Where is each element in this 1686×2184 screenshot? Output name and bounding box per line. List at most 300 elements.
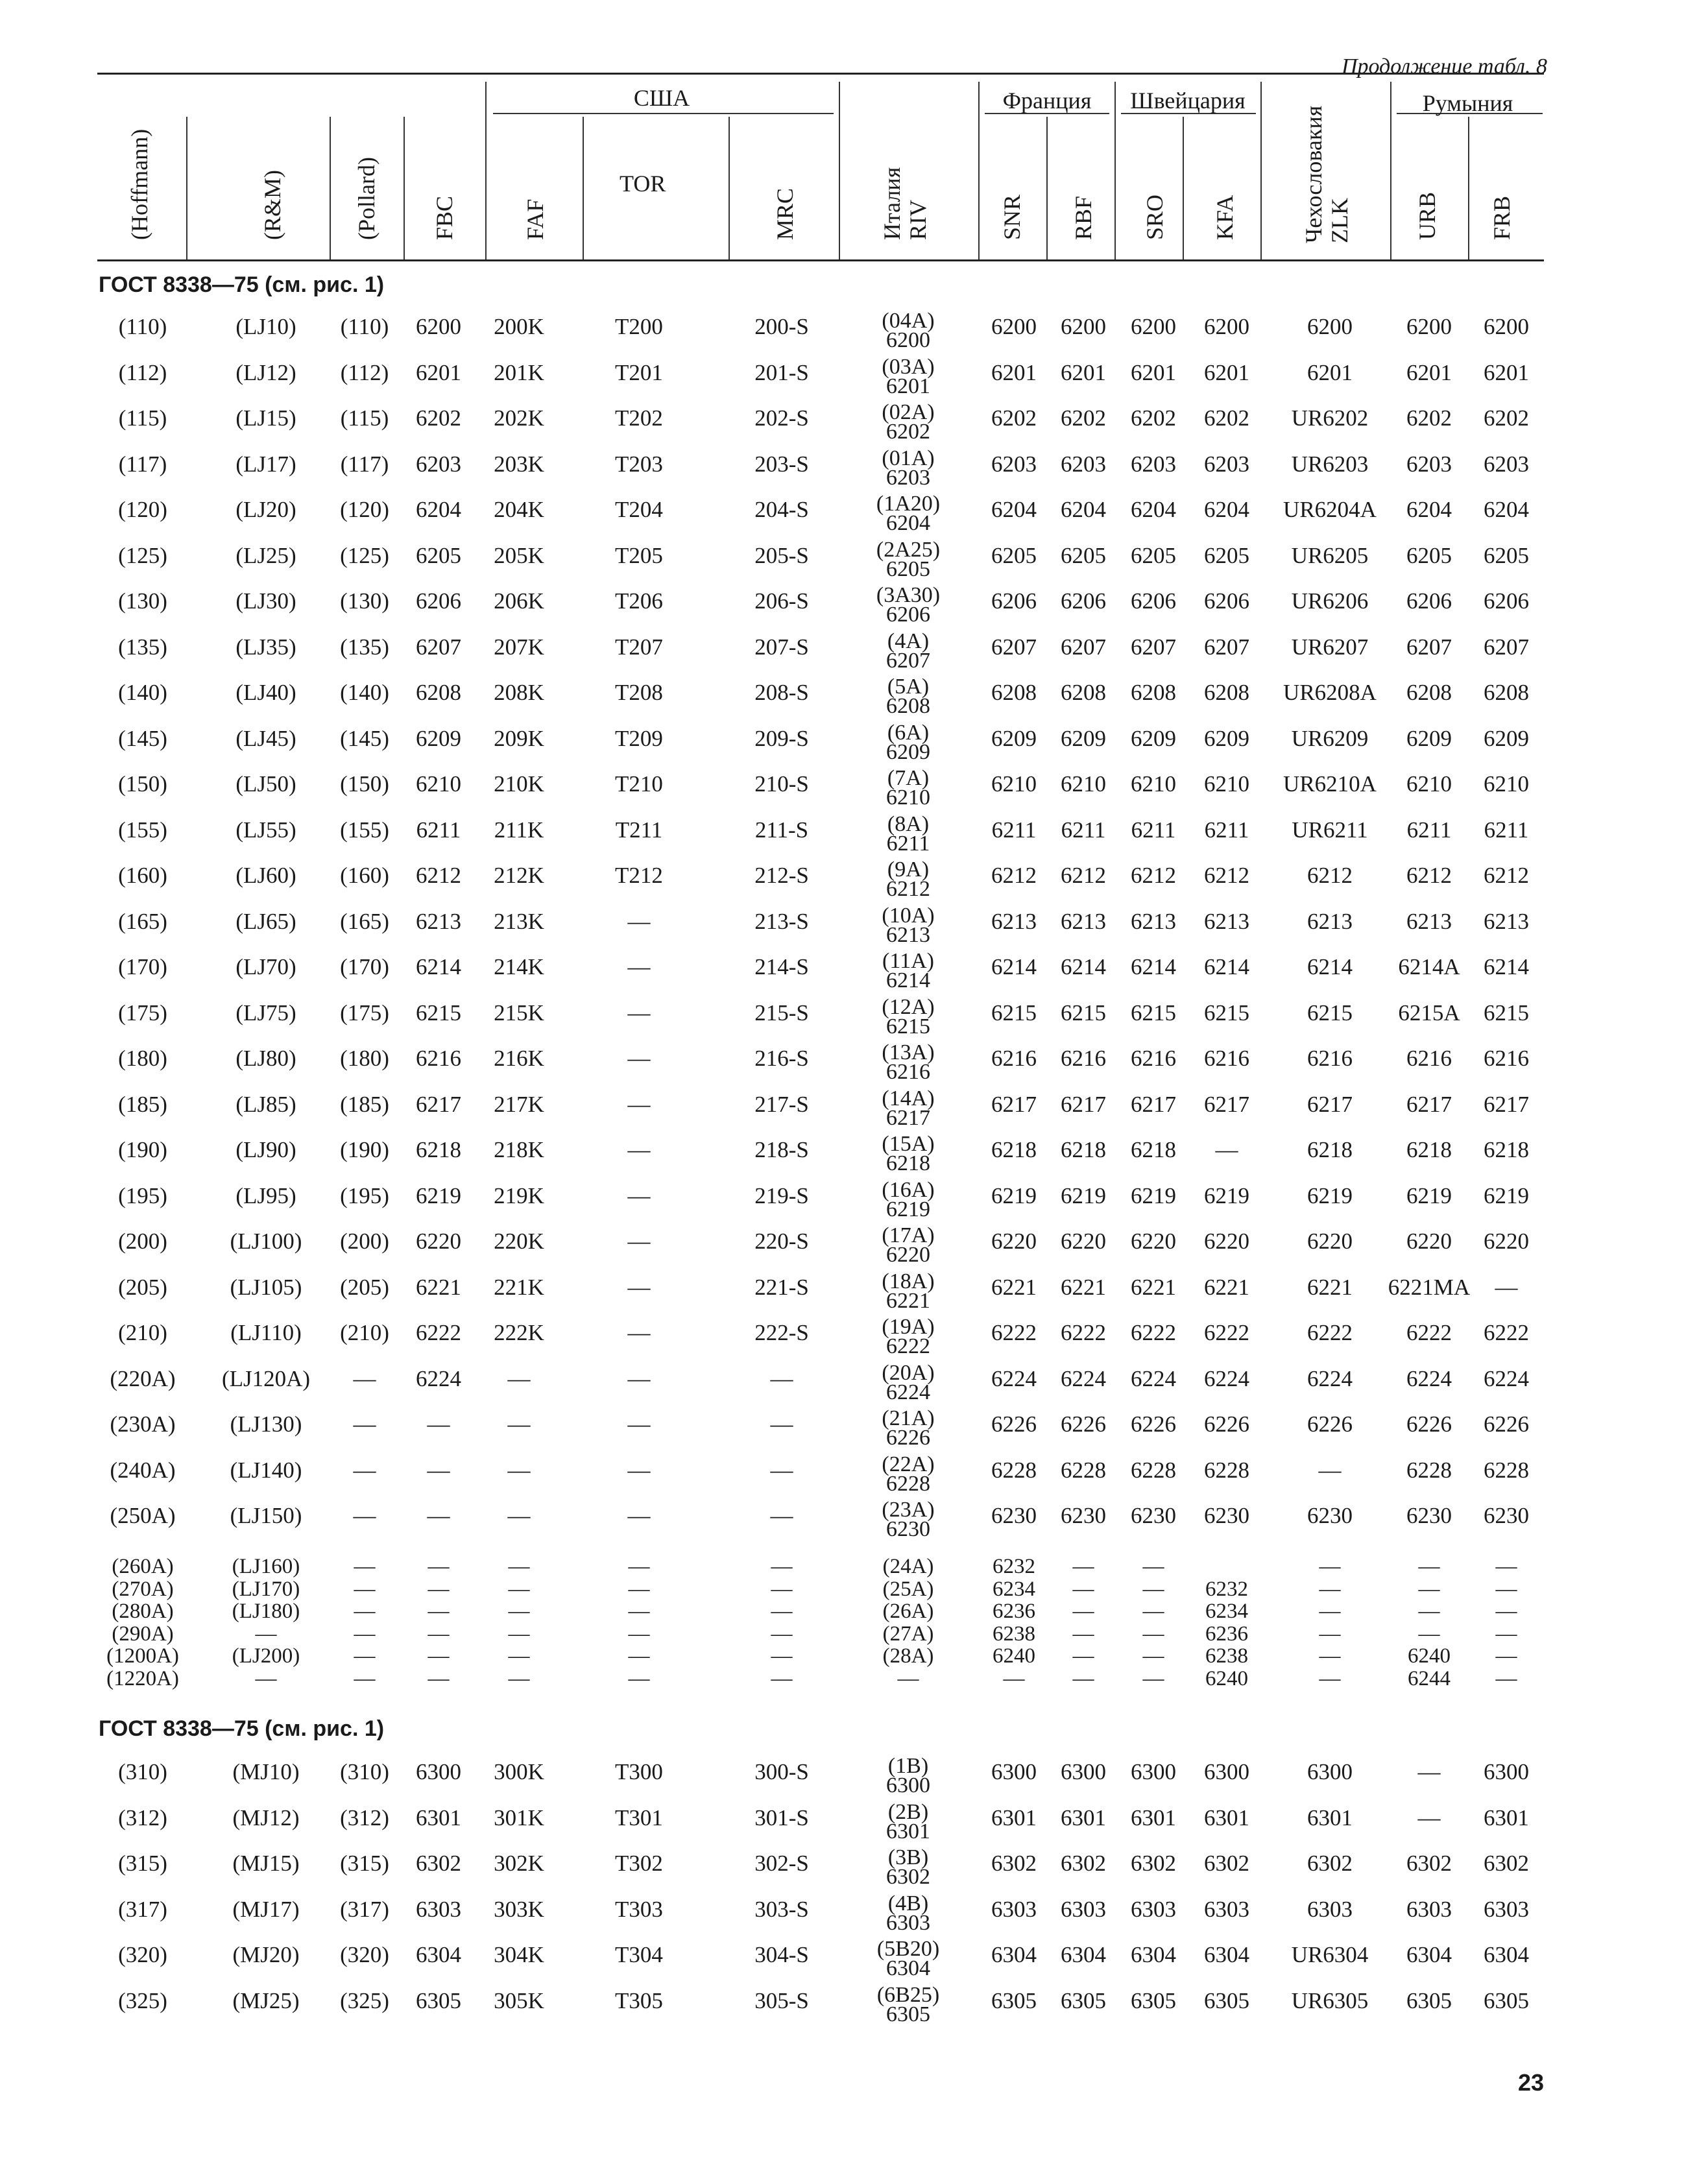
table-cell: T301 [615,1805,663,1830]
table-cell: 6224 [1307,1365,1353,1391]
table-cell: — [627,1229,651,1254]
table-cell: 6205 [1406,542,1452,568]
table-cell: T203 [615,451,663,477]
riv-number: 6211 [886,831,930,856]
table-cell: 6203 [1484,451,1529,477]
table-cell: 211K [494,817,544,843]
table-cell: — [627,1274,651,1300]
table-row [0,1578,1686,1600]
table-cell: 216-S [754,1046,809,1071]
table-cell: 6204 [1131,497,1176,522]
table-cell: (195) [340,1182,389,1208]
riv-number: 6204 [886,511,930,535]
riv-code: (14A) [882,1086,935,1110]
table-cell: T210 [615,771,663,797]
table-cell: — [427,1503,450,1528]
table-cell: (280A) [112,1600,174,1623]
table-cell: 6211 [1484,817,1529,843]
table-cell: 216K [494,1046,544,1071]
riv-code: (10A) [882,903,935,928]
table-cell: 6220 [1484,1229,1529,1254]
table-cell: — [628,1622,650,1646]
table-cell: 6211 [416,817,461,843]
riv-code: (16A) [882,1177,935,1202]
table-cell: 6204 [1061,497,1106,522]
table-cell: — [627,1457,651,1483]
riv-number: 6202 [886,420,930,444]
riv-code: (1A20) [876,492,941,516]
riv-code: (13A) [882,1040,935,1064]
table-cell: 6202 [1131,405,1176,431]
table-cell: (312) [340,1805,389,1830]
table-cell: — [255,1622,277,1646]
table-cell: 219K [494,1182,544,1208]
table-cell: (165) [118,908,167,934]
riv-number: 6304 [886,1956,930,1980]
table-cell: UR6205 [1291,542,1369,568]
table-cell: 6218 [1131,1137,1176,1162]
table-cell: 6200 [991,314,1037,339]
riv-code: (25A) [882,1577,934,1601]
table-cell: — [1072,1644,1094,1668]
table-cell: — [1072,1666,1094,1690]
table-cell: 6222 [1131,1320,1176,1345]
table-cell: — [1495,1622,1517,1646]
table-cell: 6218 [1061,1137,1106,1162]
riv-number: 6206 [886,603,930,627]
table-cell: (260A) [112,1555,174,1578]
header-snr: SNR [999,194,1025,240]
riv-code: (26A) [882,1600,934,1623]
riv-code: (2A25) [876,537,941,562]
table-cell: — [1495,1666,1517,1690]
header-bottom-rule [97,259,1544,261]
table-cell: 6205 [1131,542,1176,568]
table-cell: T212 [615,863,663,888]
table-cell: 6220 [1061,1229,1106,1254]
table-cell: 6226 [1406,1411,1452,1437]
table-cell: — [508,1622,530,1646]
table-cell: 301-S [754,1805,809,1830]
table-cell: 6217 [1406,1091,1452,1117]
table-cell: 6206 [416,588,461,614]
riv-number: 6201 [886,374,930,398]
table-cell: — [1319,1555,1341,1578]
table-cell: 6206 [1061,588,1106,614]
table-cell: 6200 [1131,314,1176,339]
table-cell: (LJ95) [235,1182,296,1208]
table-cell: — [1418,1577,1440,1601]
table-cell: — [428,1577,450,1601]
riv-number: 6305 [886,2002,930,2026]
table-cell: (175) [340,1000,389,1026]
table-cell: 6244 [1408,1666,1451,1690]
table-cell: (120) [340,497,389,522]
riv-code: (03A) [882,354,935,379]
table-cell: 6213 [1204,908,1249,934]
riv-number: 6228 [886,1471,930,1496]
table-cell: (190) [118,1137,167,1162]
header-frb: FRB [1489,195,1515,240]
section-title: ГОСТ 8338—75 (см. рис. 1) [99,272,385,297]
table-cell: 6224 [1061,1365,1106,1391]
table-cell: 6240 [1205,1666,1248,1690]
table-cell: 6209 [416,725,461,751]
riv-cell [856,1891,960,1935]
riv-cell [856,1269,960,1313]
table-cell: — [354,1666,376,1690]
riv-cell [856,311,960,350]
table-cell: T305 [615,1987,663,2013]
table-cell: 6220 [1131,1229,1176,1254]
riv-number: 6208 [886,694,930,718]
table-cell: (210) [118,1320,167,1345]
table-cell: UR6207 [1291,634,1369,660]
table-cell: 6204 [1406,497,1452,522]
riv-code: (02A) [882,400,935,424]
table-cell: 6217 [1131,1091,1176,1117]
riv-number: 6300 [886,1773,930,1797]
riv-code: (9A) [887,858,930,882]
table-cell: 209-S [754,725,809,751]
header-rm: (R&M) [259,170,285,240]
table-cell: — [1418,1622,1440,1646]
table-cell: — [1142,1666,1164,1690]
table-cell: 6222 [416,1320,461,1345]
riv-cell [856,446,960,490]
riv-code: (20A) [882,1360,935,1385]
table-cell: 218K [494,1137,544,1162]
table-cell: 300-S [754,1759,809,1784]
table-cell: — [770,1457,793,1483]
table-row [0,1555,1686,1578]
table-cell: T302 [615,1851,663,1876]
riv-number: 6221 [886,1288,930,1313]
table-cell: 6203 [1061,451,1106,477]
table-cell: 203-S [754,451,809,477]
column-divider [485,82,487,259]
table-cell: 6210 [1406,771,1452,797]
table-cell: 214-S [754,954,809,979]
table-cell: 6201 [1204,359,1249,385]
table-cell: 6220 [991,1229,1037,1254]
table-cell: 6213 [1061,908,1106,934]
table-cell: (110) [118,314,167,339]
table-cell: — [627,1091,651,1117]
table-cell: 209K [494,725,544,751]
table-cell: (MJ12) [232,1805,300,1830]
table-cell: (LJ80) [235,1046,296,1071]
table-cell: 6202 [1484,405,1529,431]
table-cell: (112) [118,359,167,385]
table-cell: — [771,1644,793,1668]
table-cell: 6201 [1484,359,1529,385]
table-cell: 6213 [1406,908,1452,934]
table-cell: 6217 [416,1091,461,1117]
table-cell: (185) [118,1091,167,1117]
table-cell: (180) [118,1046,167,1071]
riv-number: 6209 [886,739,930,764]
table-cell: (315) [118,1851,167,1876]
table-cell: T211 [615,817,663,843]
table-cell: — [354,1644,376,1668]
table-cell: 220-S [754,1229,809,1254]
table-cell: T208 [615,680,663,705]
table-cell: (320) [340,1942,389,1967]
riv-code: (3B) [887,1845,929,1869]
riv-number: 6212 [886,877,930,901]
table-cell: 6203 [1131,451,1176,477]
riv-cell [856,1086,960,1130]
table-cell: 207-S [754,634,809,660]
table-cell: 6224 [1484,1365,1529,1391]
table-cell: 6219 [1204,1182,1249,1208]
header-fbc: FBC [431,195,457,240]
table-cell: (MJ20) [232,1942,300,1967]
riv-number: 6302 [886,1865,930,1889]
table-cell: 6303 [1204,1896,1249,1922]
table-cell: T204 [615,497,663,522]
table-cell: — [353,1411,376,1437]
riv-cell [856,1223,960,1267]
table-cell: (125) [118,542,167,568]
table-cell: 6305 [1484,1987,1529,2013]
riv-number: 6226 [886,1426,930,1450]
table-cell: — [1142,1577,1164,1601]
table-cell: (LJ90) [235,1137,296,1162]
riv-number: 6230 [886,1517,930,1541]
section-title: ГОСТ 8338—75 (см. рис. 1) [99,1716,385,1741]
header-mrc: MRC [772,187,798,240]
table-cell: 6208 [1484,680,1529,705]
table-cell: 219-S [754,1182,809,1208]
table-cell: 6222 [1406,1320,1452,1345]
table-cell: 201-S [754,359,809,385]
table-cell: 6216 [1406,1046,1452,1071]
header-czech: Чехословакия [1301,105,1327,243]
table-cell: 6208 [1204,680,1249,705]
riv-cell [856,1982,960,2026]
riv-cell [856,354,960,398]
table-cell: (145) [118,725,167,751]
table-cell: T303 [615,1896,663,1922]
header-rbf: RBF [1070,195,1096,240]
table-cell: UR6304 [1291,1942,1369,1967]
table-cell: 6305 [991,1987,1037,2013]
table-cell: (205) [340,1274,389,1300]
table-cell: UR6211 [1292,817,1368,843]
table-cell: 6212 [1061,863,1106,888]
table-cell: 6302 [1061,1851,1106,1876]
table-cell: (LJ150) [230,1503,302,1528]
table-cell: 6305 [1131,1987,1176,2013]
table-cell: (LJ25) [235,542,296,568]
table-cell: (MJ17) [232,1896,300,1922]
table-cell: 6210 [991,771,1037,797]
table-cell: 300K [494,1759,544,1784]
table-cell: (210) [340,1320,389,1345]
table-cell: 215K [494,1000,544,1026]
table-cell: 6226 [1131,1411,1176,1437]
table-cell: — [627,1182,651,1208]
table-cell: (290A) [112,1622,174,1646]
table-cell: 6220 [1406,1229,1452,1254]
table-cell: 6226 [1061,1411,1106,1437]
table-cell: 222K [494,1320,544,1345]
table-cell: — [770,1411,793,1437]
table-cell: — [1418,1600,1440,1623]
table-cell: 202K [494,405,544,431]
table-cell: — [1495,1577,1517,1601]
table-cell: 303-S [754,1896,809,1922]
table-cell: 6205 [416,542,461,568]
table-cell: 6201 [1307,359,1353,385]
table-cell: 6218 [1406,1137,1452,1162]
table-cell: — [627,954,651,979]
riv-number: 6217 [886,1105,930,1130]
table-cell: 6200 [1061,314,1106,339]
riv-code: (6A) [887,720,930,745]
table-cell: 6303 [1406,1896,1452,1922]
table-cell: 6209 [1061,725,1106,751]
table-cell: — [507,1503,531,1528]
table-cell: 6230 [1131,1503,1176,1528]
table-cell: (LJ35) [235,634,296,660]
riv-code: (23A) [882,1498,935,1522]
table-cell: (LJ120A) [221,1365,311,1391]
table-cell: — [1072,1555,1094,1578]
table-cell: — [428,1644,450,1668]
table-cell: 6220 [1204,1229,1249,1254]
table-cell: — [255,1666,277,1690]
table-cell: 205K [494,542,544,568]
table-cell: 6303 [991,1896,1037,1922]
table-cell: (180) [340,1046,389,1071]
table-cell: 6203 [1406,451,1452,477]
table-cell: — [354,1555,376,1578]
table-cell: — [354,1577,376,1601]
riv-number: 6213 [886,922,930,947]
table-cell: (112) [340,359,389,385]
table-cell: — [1418,1555,1440,1578]
table-cell: 6214 [991,954,1037,979]
table-cell: 6224 [1406,1365,1452,1391]
table-cell: — [353,1365,376,1391]
table-cell: 6305 [1061,1987,1106,2013]
table-cell: 6221 [1307,1274,1353,1300]
table-cell: 6205 [991,542,1037,568]
table-cell: (200) [118,1229,167,1254]
table-cell: 6218 [1484,1137,1529,1162]
table-cell: — [428,1622,450,1646]
table-cell: (250A) [110,1503,176,1528]
table-cell: 6203 [991,451,1037,477]
table-cell: — [627,1046,651,1071]
table-cell: 200K [494,314,544,339]
table-cell: 6202 [991,405,1037,431]
table-cell: 200-S [754,314,809,339]
riv-cell [856,1754,960,1797]
table-cell: 6213 [1307,908,1353,934]
table-cell: 6222 [1484,1320,1529,1345]
table-cell: (LJ100) [230,1229,302,1254]
table-cell: — [627,1503,651,1528]
table-cell: UR6206 [1291,588,1369,614]
riv-number: 6205 [886,557,930,581]
table-cell: 6210 [1484,771,1529,797]
table-cell: 303K [494,1896,544,1922]
table-cell: (LJ110) [230,1320,302,1345]
table-cell: 6205 [1061,542,1106,568]
table-cell: — [770,1365,793,1391]
table-cell: 210K [494,771,544,797]
table-cell: 6222 [1204,1320,1249,1345]
riv-code: (15A) [882,1132,935,1156]
riv-cell [856,400,960,444]
table-cell: 6201 [416,359,461,385]
riv-cell [856,1360,960,1404]
table-cell: 6213 [416,908,461,934]
header-kfa: KFA [1212,195,1238,240]
table-cell: 208K [494,680,544,705]
table-cell: 6209 [1204,725,1249,751]
table-cell: 6221 [1204,1274,1249,1300]
table-cell: 6200 [416,314,461,339]
table-cell: (115) [340,405,389,431]
table-cell: 218-S [754,1137,809,1162]
table-cell: T206 [615,588,663,614]
table-cell: 6230 [1204,1503,1249,1528]
table-cell: — [354,1600,376,1623]
table-cell: 6232 [993,1555,1035,1578]
table-cell: (LJ50) [235,771,296,797]
table-cell: 6303 [416,1896,461,1922]
table-cell: 6300 [1131,1759,1176,1784]
table-cell: — [1142,1555,1164,1578]
table-cell: 6207 [1204,634,1249,660]
table-cell: (120) [118,497,167,522]
table-cell: 6213 [1484,908,1529,934]
table-cell: 6219 [1131,1182,1176,1208]
table-cell: 6209 [1484,725,1529,751]
table-cell: 6202 [416,405,461,431]
table-cell: 203K [494,451,544,477]
table-cell: 6207 [1131,634,1176,660]
table-cell: (LJ75) [235,1000,296,1026]
riv-cell [856,537,960,581]
table-cell: — [1142,1622,1164,1646]
table-cell: — [428,1555,450,1578]
table-cell: 6300 [1484,1759,1529,1784]
table-cell: 215-S [754,1000,809,1026]
riv-code: (5B20) [876,1937,940,1961]
table-cell: 6204 [1484,497,1529,522]
table-cell: 6300 [1061,1759,1106,1784]
table-cell: T207 [615,634,663,660]
table-cell: 6236 [1205,1622,1248,1646]
table-cell: 6221 [991,1274,1037,1300]
table-cell: — [508,1666,530,1690]
table-cell: — [353,1457,376,1483]
riv-number: 6210 [886,786,930,810]
page-number: 23 [1517,2069,1544,2096]
riv-number: 6214 [886,968,930,992]
table-cell: 6301 [1307,1805,1353,1830]
table-cell: 6304 [416,1942,461,1967]
table-cell: 6207 [1406,634,1452,660]
riv-cell [856,1845,960,1889]
riv-cell [856,1500,960,1539]
